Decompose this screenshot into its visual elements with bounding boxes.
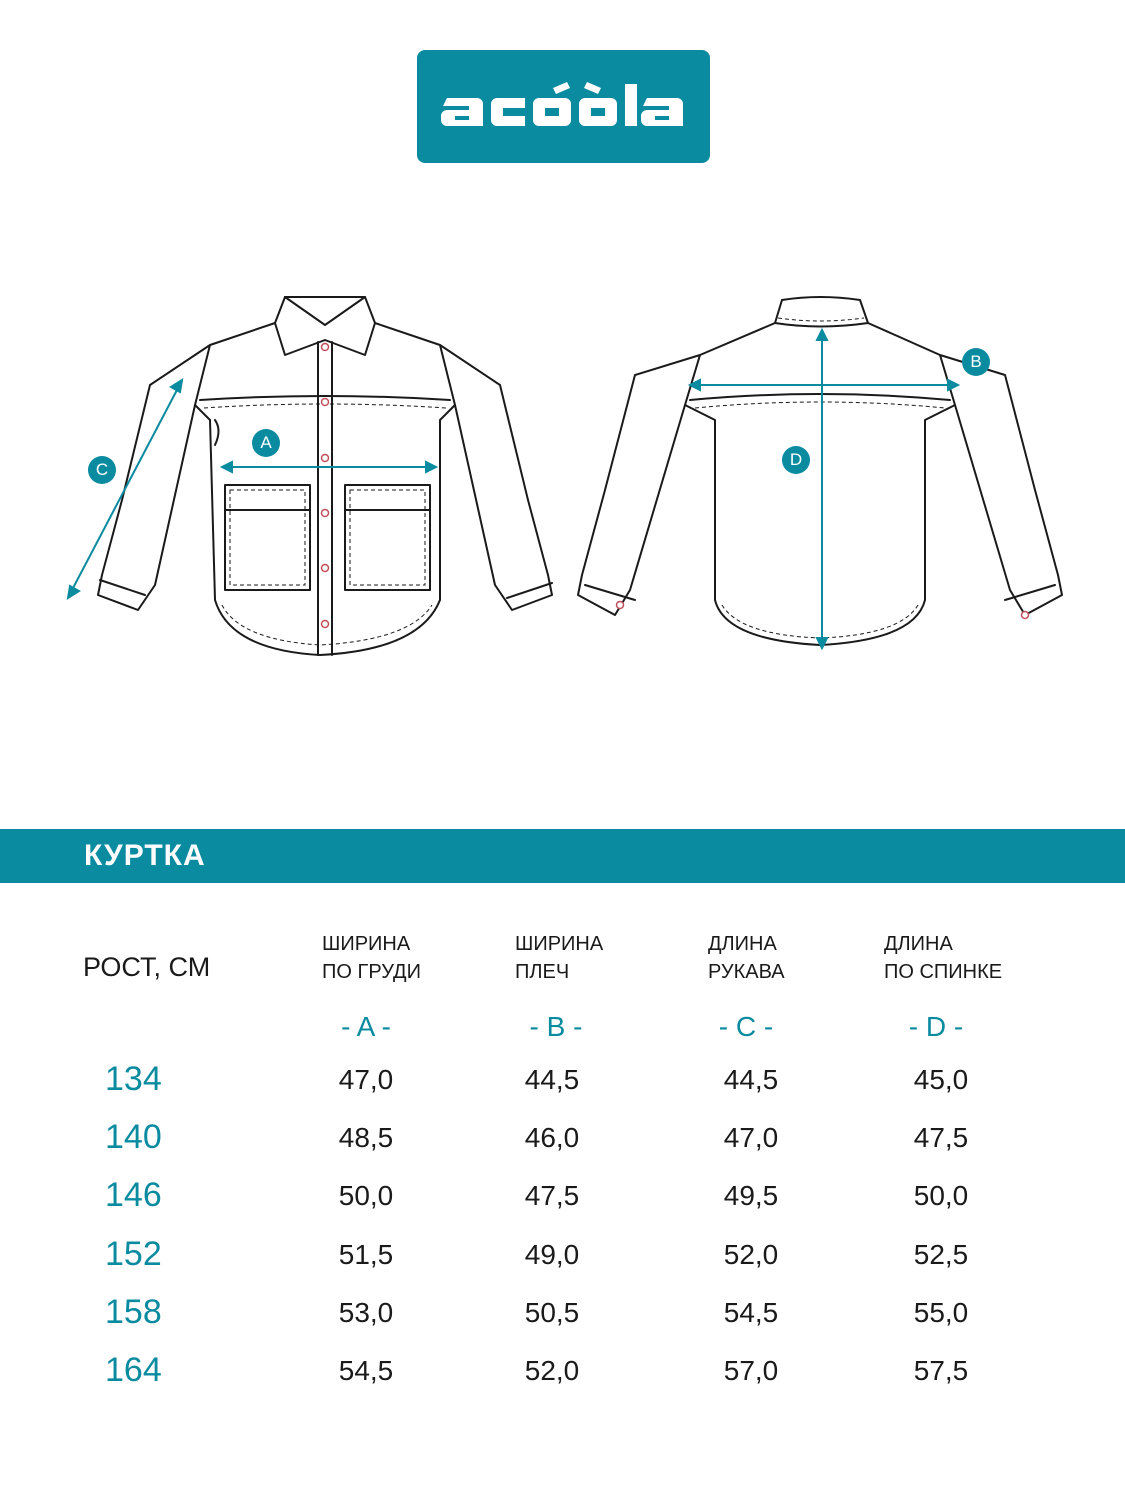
dimension-label-c: C <box>88 456 116 484</box>
value-cell: 52,5 <box>913 1239 969 1270</box>
value-cell: 54,5 <box>723 1297 779 1328</box>
column-header-sleeve-length: ДЛИНА РУКАВА <box>708 933 785 983</box>
technical-drawings <box>0 280 1125 660</box>
value-cell: 47,0 <box>723 1122 779 1153</box>
column-code-b: - B - <box>529 1011 583 1042</box>
value-cell: 47,0 <box>338 1064 394 1095</box>
column-header-shoulder-width: ШИРИНА ПЛЕЧ <box>515 933 604 983</box>
value-cell: 53,0 <box>338 1297 394 1328</box>
column-header-back-length: ДЛИНА ПО СПИНКЕ <box>884 933 1003 983</box>
value-cell: 44,5 <box>723 1064 779 1095</box>
value-cell: 51,5 <box>338 1239 394 1270</box>
value-cell: 45,0 <box>913 1064 969 1095</box>
value-cell: 54,5 <box>338 1355 394 1386</box>
value-cell: 50,5 <box>524 1297 580 1328</box>
value-cell: 44,5 <box>524 1064 580 1095</box>
table-title-banner <box>0 829 1125 883</box>
value-cell: 55,0 <box>913 1297 969 1328</box>
size-cell: 134 <box>105 1060 162 1098</box>
brand-logo <box>417 50 710 163</box>
value-cell: 52,0 <box>723 1239 779 1270</box>
column-code-a: - A - <box>341 1011 391 1042</box>
size-cell: 164 <box>105 1351 162 1389</box>
value-cell: 46,0 <box>524 1122 580 1153</box>
column-header-chest-width: ШИРИНА ПО ГРУДИ <box>322 933 421 983</box>
logo-wordmark <box>417 50 710 163</box>
jacket-sketch <box>0 280 1125 660</box>
size-cell: 158 <box>105 1293 162 1331</box>
size-cell: 152 <box>105 1235 162 1273</box>
value-cell: 49,0 <box>524 1239 580 1270</box>
dimension-label-a: A <box>252 429 280 457</box>
value-cell: 49,5 <box>723 1180 779 1211</box>
value-cell: 50,0 <box>338 1180 394 1211</box>
size-cell: 140 <box>105 1118 162 1156</box>
value-cell: 52,0 <box>524 1355 580 1386</box>
value-cell: 57,5 <box>913 1355 969 1386</box>
value-cell: 47,5 <box>524 1180 580 1211</box>
value-cell: 47,5 <box>913 1122 969 1153</box>
value-cell: 50,0 <box>913 1180 969 1211</box>
value-cell: 57,0 <box>723 1355 779 1386</box>
height-column-header: РОСТ, СМ <box>83 952 211 982</box>
size-cell: 146 <box>105 1176 162 1214</box>
dimension-label-b: B <box>962 348 990 376</box>
value-cell: 48,5 <box>338 1122 394 1153</box>
column-code-d: - D - <box>908 1011 964 1042</box>
table-title: КУРТКА <box>84 839 206 872</box>
dimension-label-d: D <box>782 446 810 474</box>
column-code-c: - C - <box>718 1011 774 1042</box>
